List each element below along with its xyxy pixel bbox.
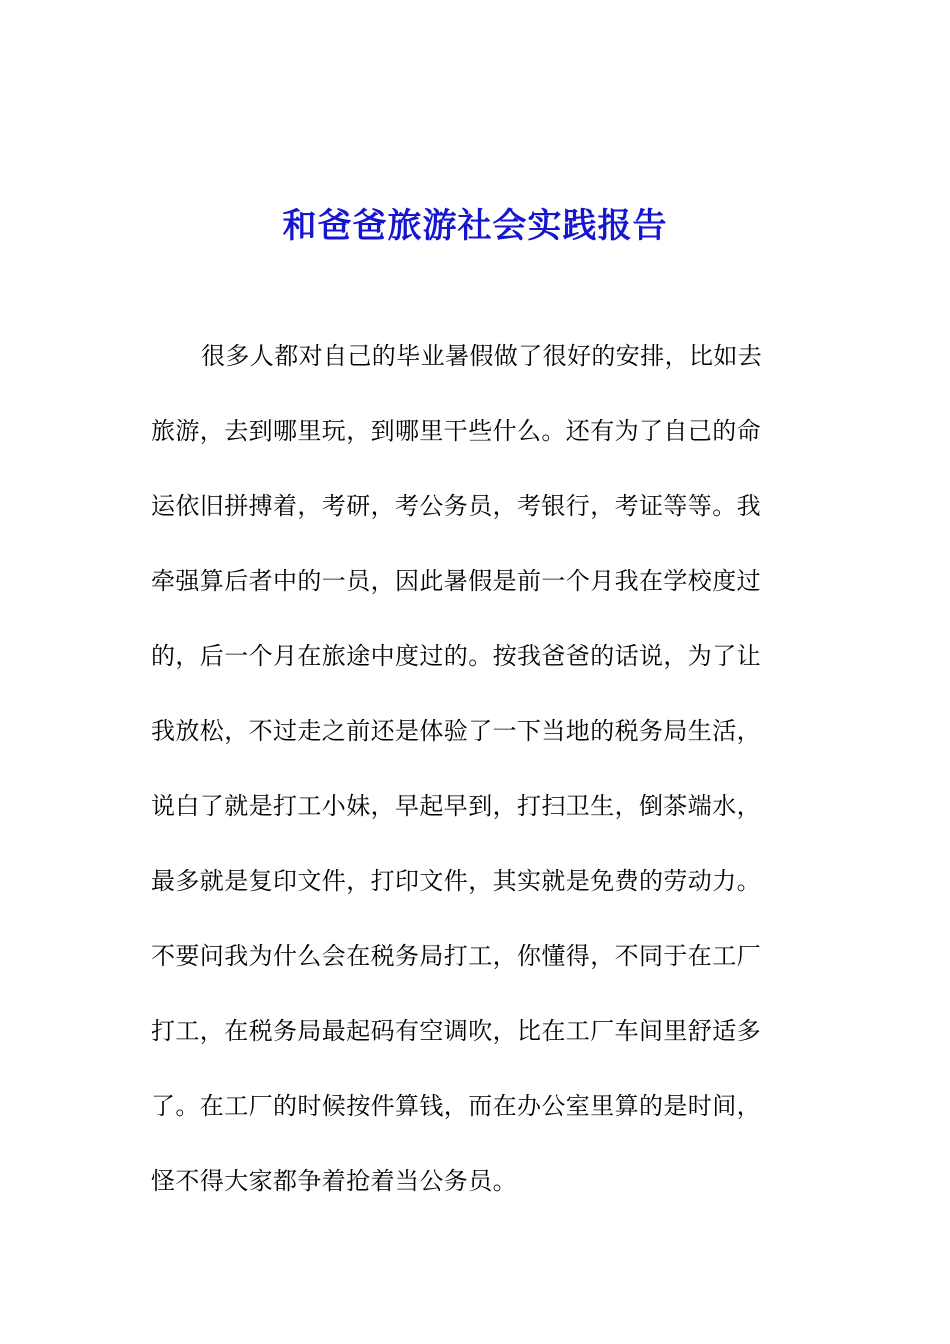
paragraph-line: 最多就是复印文件，打印文件，其实就是免费的劳动力。	[151, 867, 761, 895]
paragraph-line: 打工，在税务局最起码有空调吹，比在工厂车间里舒适多	[151, 1017, 761, 1045]
paragraph-line: 了。在工厂的时候按件算钱，而在办公室里算的是时间，	[151, 1092, 761, 1120]
document-title: 和爸爸旅游社会实践报告	[282, 205, 668, 246]
paragraph-line: 的，后一个月在旅途中度过的。按我爸爸的话说，为了让	[151, 642, 761, 670]
paragraph-line: 我放松，不过走之前还是体验了一下当地的税务局生活，	[151, 717, 761, 745]
paragraph-line: 说白了就是打工小妹，早起早到，打扫卫生，倒茶端水，	[151, 792, 761, 820]
paragraph-line: 牵强算后者中的一员，因此暑假是前一个月我在学校度过	[151, 567, 761, 595]
paragraph-line: 旅游，去到哪里玩，到哪里干些什么。还有为了自己的命	[151, 417, 761, 445]
paragraph-line: 很多人都对自己的毕业暑假做了很好的安排，比如去	[201, 342, 763, 370]
paragraph-line: 不要问我为什么会在税务局打工，你懂得，不同于在工厂	[151, 942, 761, 970]
body-paragraph	[151, 336, 791, 1236]
paragraph-line: 怪不得大家都争着抢着当公务员。	[151, 1167, 517, 1195]
paragraph-line: 运依旧拼搏着，考研，考公务员，考银行，考证等等。我	[151, 492, 761, 520]
